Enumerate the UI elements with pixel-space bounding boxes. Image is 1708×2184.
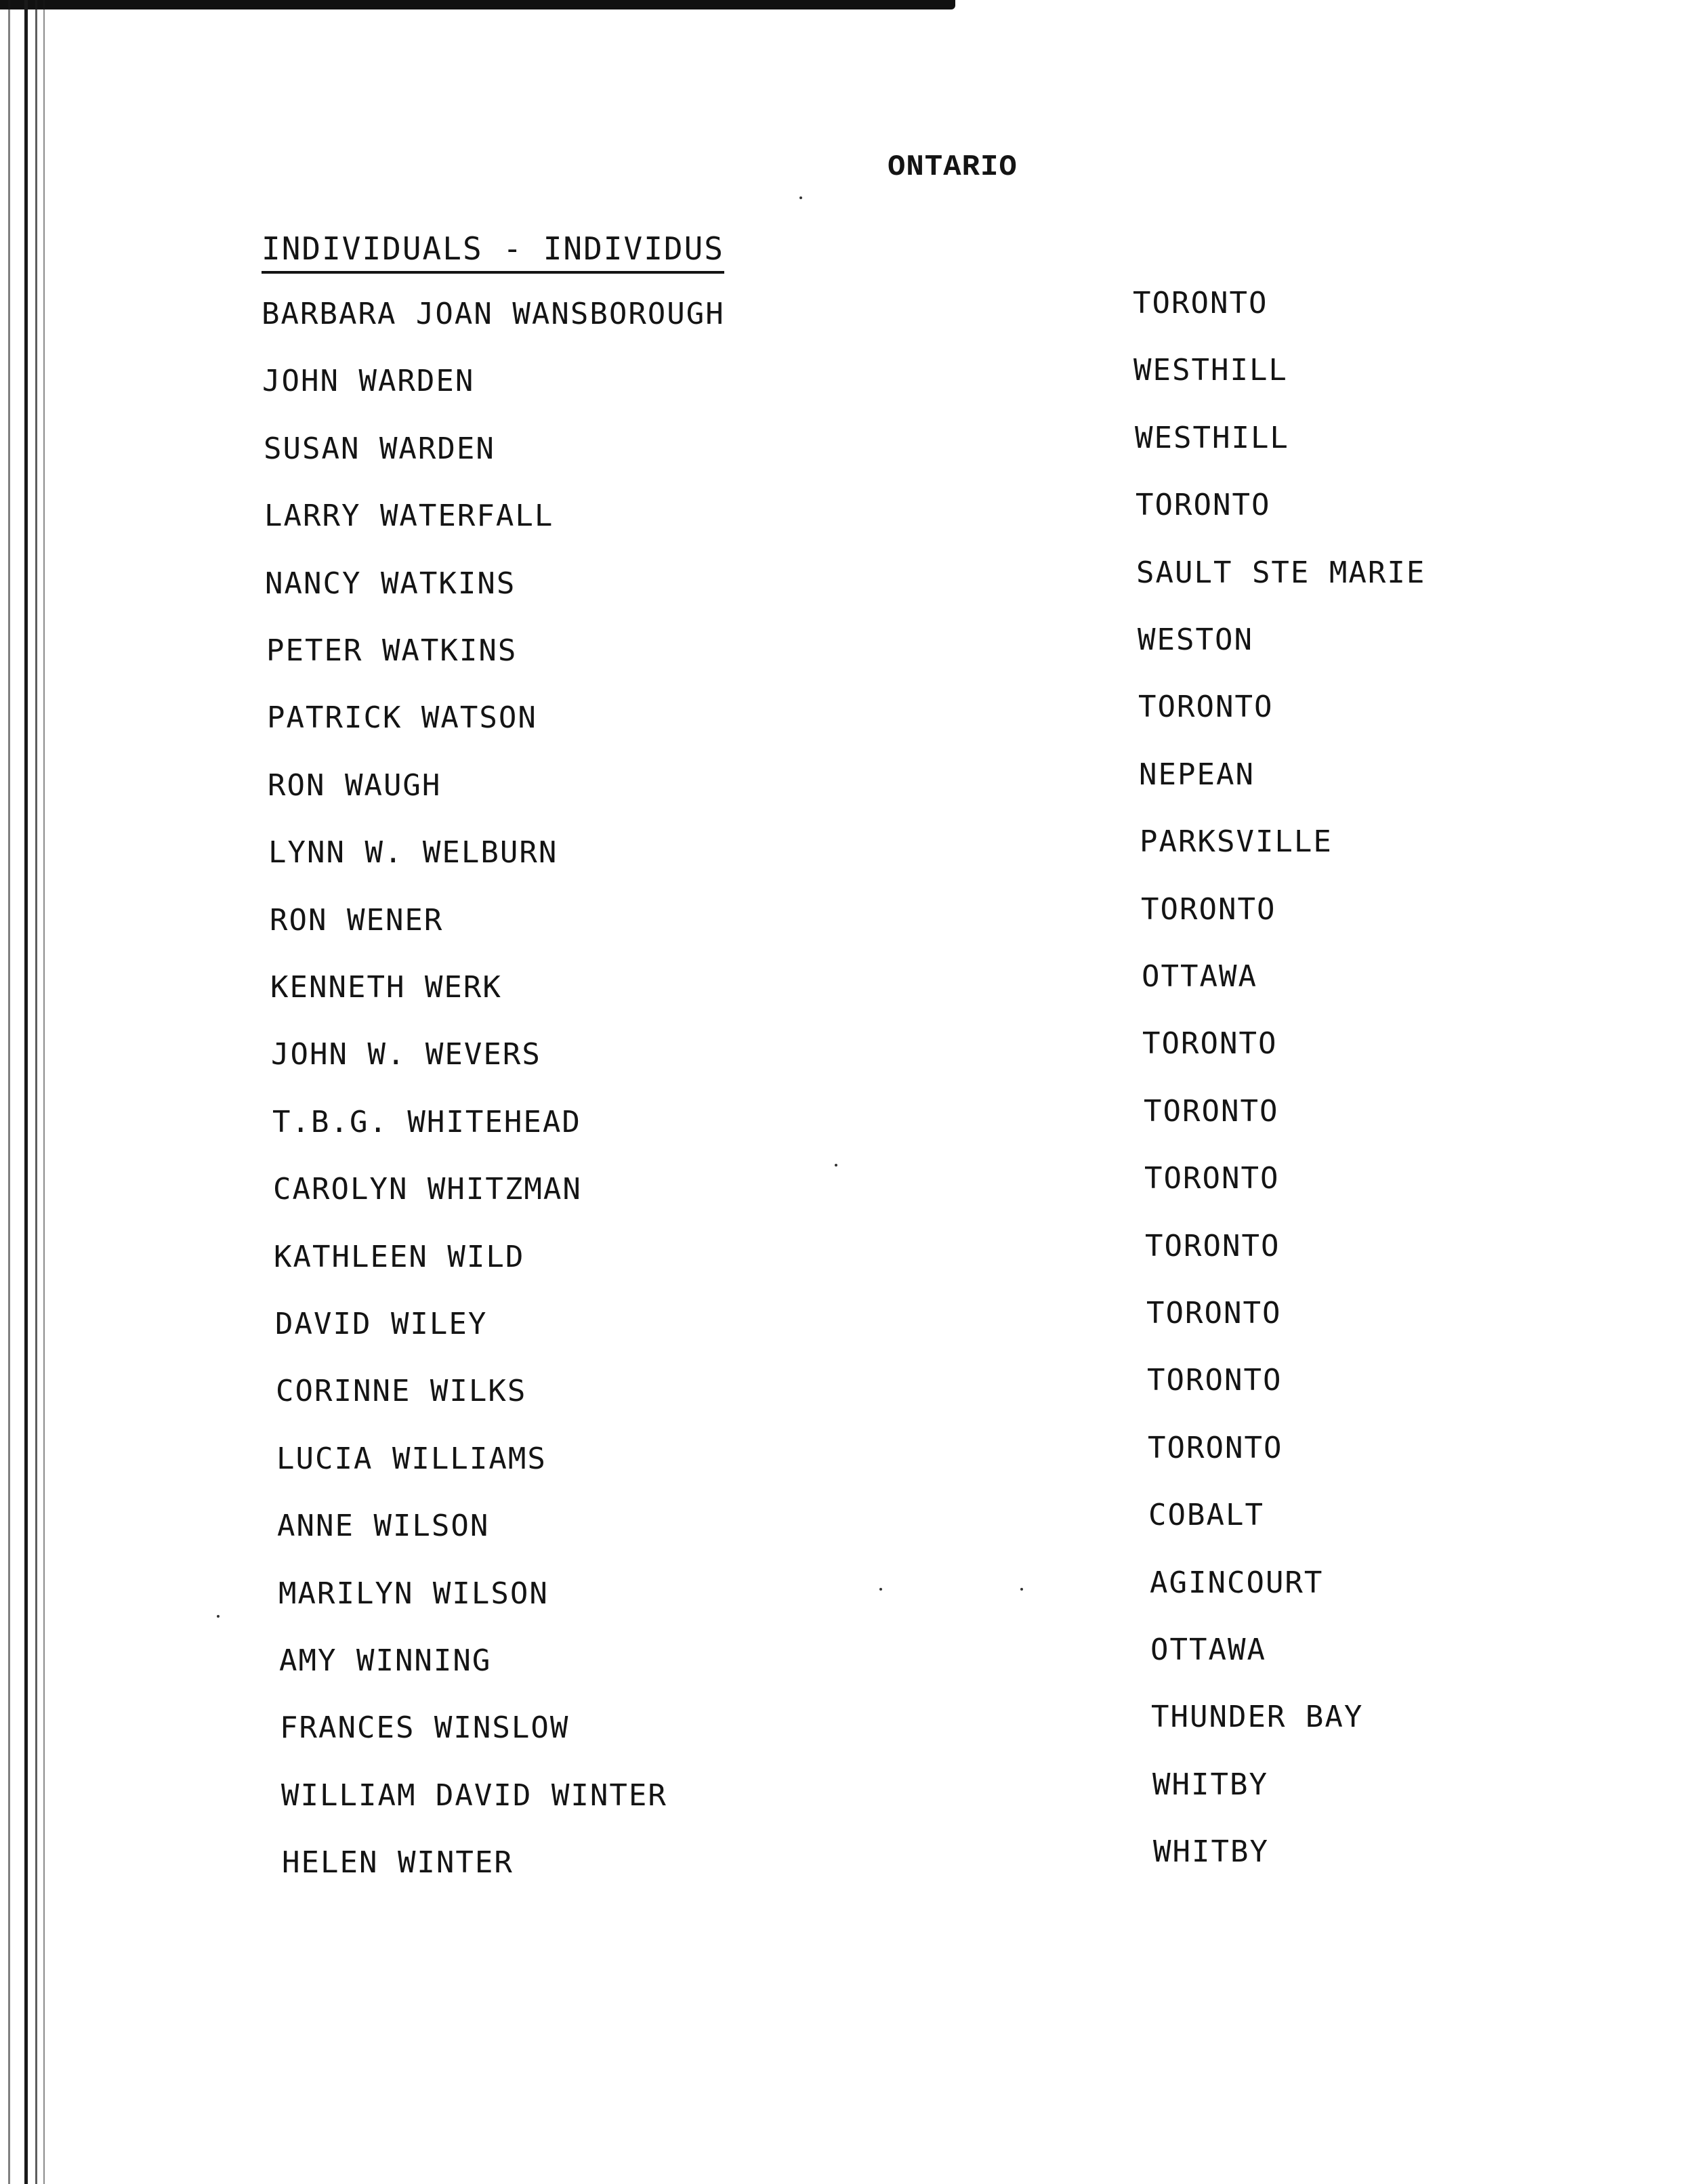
entry-name: HELEN WINTER [282,1845,514,1880]
entry-city: WESTHILL [1133,353,1288,387]
entry-city: TORONTO [1145,1229,1280,1263]
entry-name: WILLIAM DAVID WINTER [281,1778,667,1813]
entry-city: OTTAWA [1150,1633,1266,1667]
entry-name: KATHLEEN WILD [274,1240,525,1274]
entry-city: TORONTO [1142,1026,1278,1061]
scan-top-edge [0,0,955,9]
entry-name: RON WENER [270,903,444,938]
scan-speck [879,1588,882,1591]
entry-name: T.B.G. WHITEHEAD [272,1105,581,1139]
entry-name: LARRY WATERFALL [264,499,554,533]
entry-city: WHITBY [1153,1834,1269,1869]
entry-name: LUCIA WILLIAMS [276,1442,547,1476]
scan-speck [799,196,802,199]
entry-city: TORONTO [1146,1296,1282,1330]
entry-city: TORONTO [1144,1094,1279,1129]
scan-binding-edge [43,0,45,2184]
section-heading: INDIVIDUALS - INDIVIDUS [262,230,724,274]
entry-name: BARBARA JOAN WANSBOROUGH [262,297,725,331]
entry-city: WESTON [1138,623,1253,657]
entry-city: TORONTO [1148,1431,1283,1465]
scan-binding-edge [24,0,28,2184]
entry-city: WHITBY [1152,1767,1268,1802]
entry-city: THUNDER BAY [1151,1700,1364,1734]
entry-name: AMY WINNING [279,1643,492,1678]
entry-name: LYNN W. WELBURN [268,835,558,870]
entry-name: PETER WATKINS [266,633,518,668]
scan-binding-edge [8,0,10,2184]
entry-name: ANNE WILSON [277,1509,490,1543]
entry-city: PARKSVILLE [1140,824,1333,859]
entry-name: CORINNE WILKS [276,1374,527,1408]
scan-binding-edge [35,0,37,2184]
entry-city: NEPEAN [1139,757,1255,792]
entry-name: DAVID WILEY [275,1307,488,1341]
entry-name: FRANCES WINSLOW [280,1710,570,1745]
entry-city: WESTHILL [1135,421,1289,455]
entry-name: MARILYN WILSON [278,1576,549,1611]
entry-city: TORONTO [1144,1161,1280,1196]
entry-city: TORONTO [1147,1363,1283,1398]
entry-name: JOHN W. WEVERS [271,1037,541,1072]
entry-name: RON WAUGH [268,768,442,803]
entry-name: PATRICK WATSON [267,700,537,735]
entry-name: JOHN WARDEN [262,364,475,398]
scan-speck [835,1164,837,1167]
entry-city: COBALT [1148,1498,1264,1532]
entry-city: TORONTO [1138,690,1274,724]
scan-speck [217,1615,220,1618]
entry-city: TORONTO [1133,286,1268,320]
entry-name: SUSAN WARDEN [264,432,495,466]
entry-name: NANCY WATKINS [265,566,516,601]
entry-city: TORONTO [1136,488,1271,522]
entry-city: SAULT STE MARIE [1136,555,1426,590]
entry-city: TORONTO [1141,892,1276,927]
entry-city: AGINCOURT [1150,1566,1324,1600]
entry-city: OTTAWA [1142,959,1257,994]
entry-name: CAROLYN WHITZMAN [273,1172,582,1206]
scan-speck [1020,1588,1023,1591]
page-title: ONTARIO [888,150,1018,184]
entry-name: KENNETH WERK [270,970,502,1005]
